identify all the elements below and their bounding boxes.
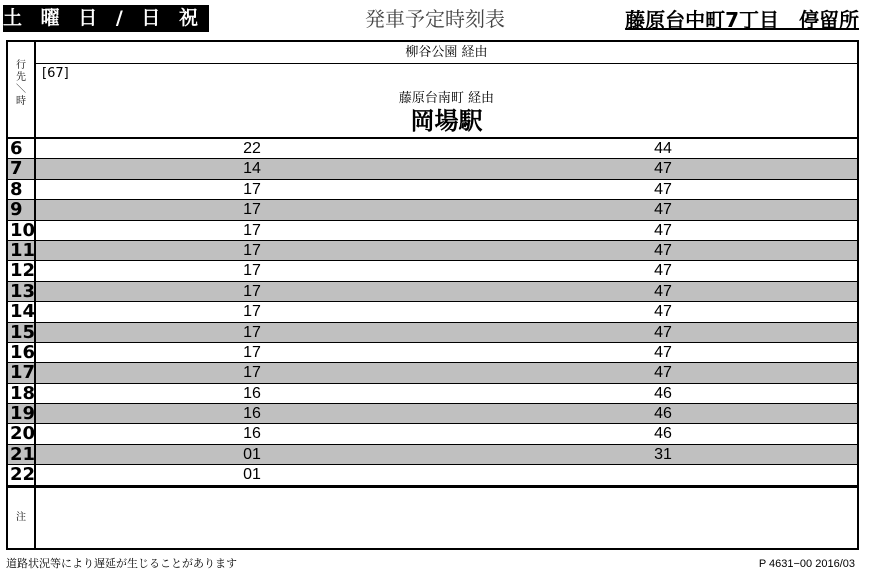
hour-cell: 13: [10, 280, 36, 302]
hour-cell: 12: [10, 260, 36, 282]
minute-cell: 17: [243, 323, 261, 341]
table-row: [8, 323, 857, 343]
table-row: [8, 221, 857, 241]
minute-cell: 47: [654, 160, 672, 178]
hour-cell: 7: [8, 159, 36, 178]
minute-cell: 22: [243, 140, 261, 157]
document-title: 発車予定時刻表: [365, 7, 505, 31]
minute-cell: 47: [654, 221, 672, 239]
hour-cell: 15: [10, 321, 36, 343]
minute-cell: 47: [654, 180, 672, 198]
via-label-top: 柳谷公園 経由: [36, 42, 857, 64]
minute-cell: 46: [654, 384, 672, 402]
table-row: [8, 404, 857, 424]
minute-cell: 17: [243, 221, 261, 239]
hour-cell: 17: [10, 362, 36, 384]
table-row: [8, 282, 857, 302]
header-char: 時: [16, 96, 26, 107]
hour-cell: 11: [10, 239, 36, 261]
minute-cell: 47: [654, 343, 672, 361]
notes-label: 注: [8, 488, 36, 548]
minute-cell: 31: [654, 445, 672, 463]
minute-cell: 17: [243, 180, 261, 198]
hour-cell: 16: [10, 341, 36, 363]
header-char: 行: [16, 60, 26, 71]
minute-cell: 44: [654, 140, 672, 157]
hour-cell: 10: [10, 219, 36, 241]
table-row: [8, 343, 857, 363]
destination-name: 岡場駅: [410, 107, 483, 135]
hour-cell: 14: [10, 301, 36, 323]
minute-cell: 16: [243, 405, 261, 423]
minute-cell: 47: [654, 282, 672, 300]
hour-cell: 21: [10, 443, 36, 465]
day-type-badge: 土 曜 日 / 日 祝 日: [3, 5, 209, 32]
hour-cell: 19: [10, 403, 36, 425]
minute-cell: 01: [243, 445, 261, 463]
minute-cell: 17: [243, 201, 261, 219]
notes-divider: [8, 486, 857, 488]
table-row: [8, 384, 857, 404]
timetable: [6, 40, 859, 550]
minute-cell: 14: [243, 160, 261, 178]
minute-cell: 47: [654, 303, 672, 321]
minute-cell: 47: [654, 201, 672, 219]
minute-cell: 17: [243, 303, 261, 321]
minute-cell: 17: [243, 343, 261, 361]
minute-cell: 47: [654, 241, 672, 259]
via-label: 藤原台南町 経由: [398, 91, 495, 106]
minute-cell: 47: [654, 323, 672, 341]
table-row: [8, 363, 857, 383]
table-row: [8, 424, 857, 444]
table-row: [8, 139, 857, 159]
table-row: [8, 200, 857, 220]
table-row: [8, 180, 857, 200]
minute-cell: 47: [654, 364, 672, 382]
minute-cell: 46: [654, 405, 672, 423]
table-row: [8, 465, 857, 485]
minute-cell: 17: [243, 282, 261, 300]
table-row: [8, 302, 857, 322]
header-char: 先: [16, 72, 26, 83]
timetable-rows: [8, 139, 857, 486]
footer-disclaimer: 道路状況等により遅延が生じることがあります: [6, 557, 237, 570]
minute-cell: 16: [243, 384, 261, 402]
header-char: ＼: [16, 84, 26, 95]
hour-cell: 18: [10, 382, 36, 404]
hour-cell: 22: [10, 464, 36, 486]
stop-name: 藤原台中町7丁目 停留所: [625, 8, 859, 32]
table-row: [8, 241, 857, 261]
hour-cell: 8: [8, 180, 36, 199]
minute-cell: 16: [243, 425, 261, 443]
minute-cell: 46: [654, 425, 672, 443]
minute-cell: 17: [243, 241, 261, 259]
minute-cell: 17: [243, 262, 261, 280]
minute-cell: 47: [654, 262, 672, 280]
destination-hour-header: [8, 42, 36, 138]
table-row: [8, 159, 857, 179]
table-row: [8, 261, 857, 281]
table-row: [8, 445, 857, 465]
hour-cell: 9: [8, 200, 36, 219]
route-code: [67]: [42, 66, 69, 81]
minute-cell: 01: [243, 466, 261, 484]
hour-cell: 6: [8, 139, 36, 158]
minute-cell: 17: [243, 364, 261, 382]
footer-code: P 4631−00 2016/03: [758, 558, 855, 570]
hour-cell: 20: [10, 423, 36, 445]
